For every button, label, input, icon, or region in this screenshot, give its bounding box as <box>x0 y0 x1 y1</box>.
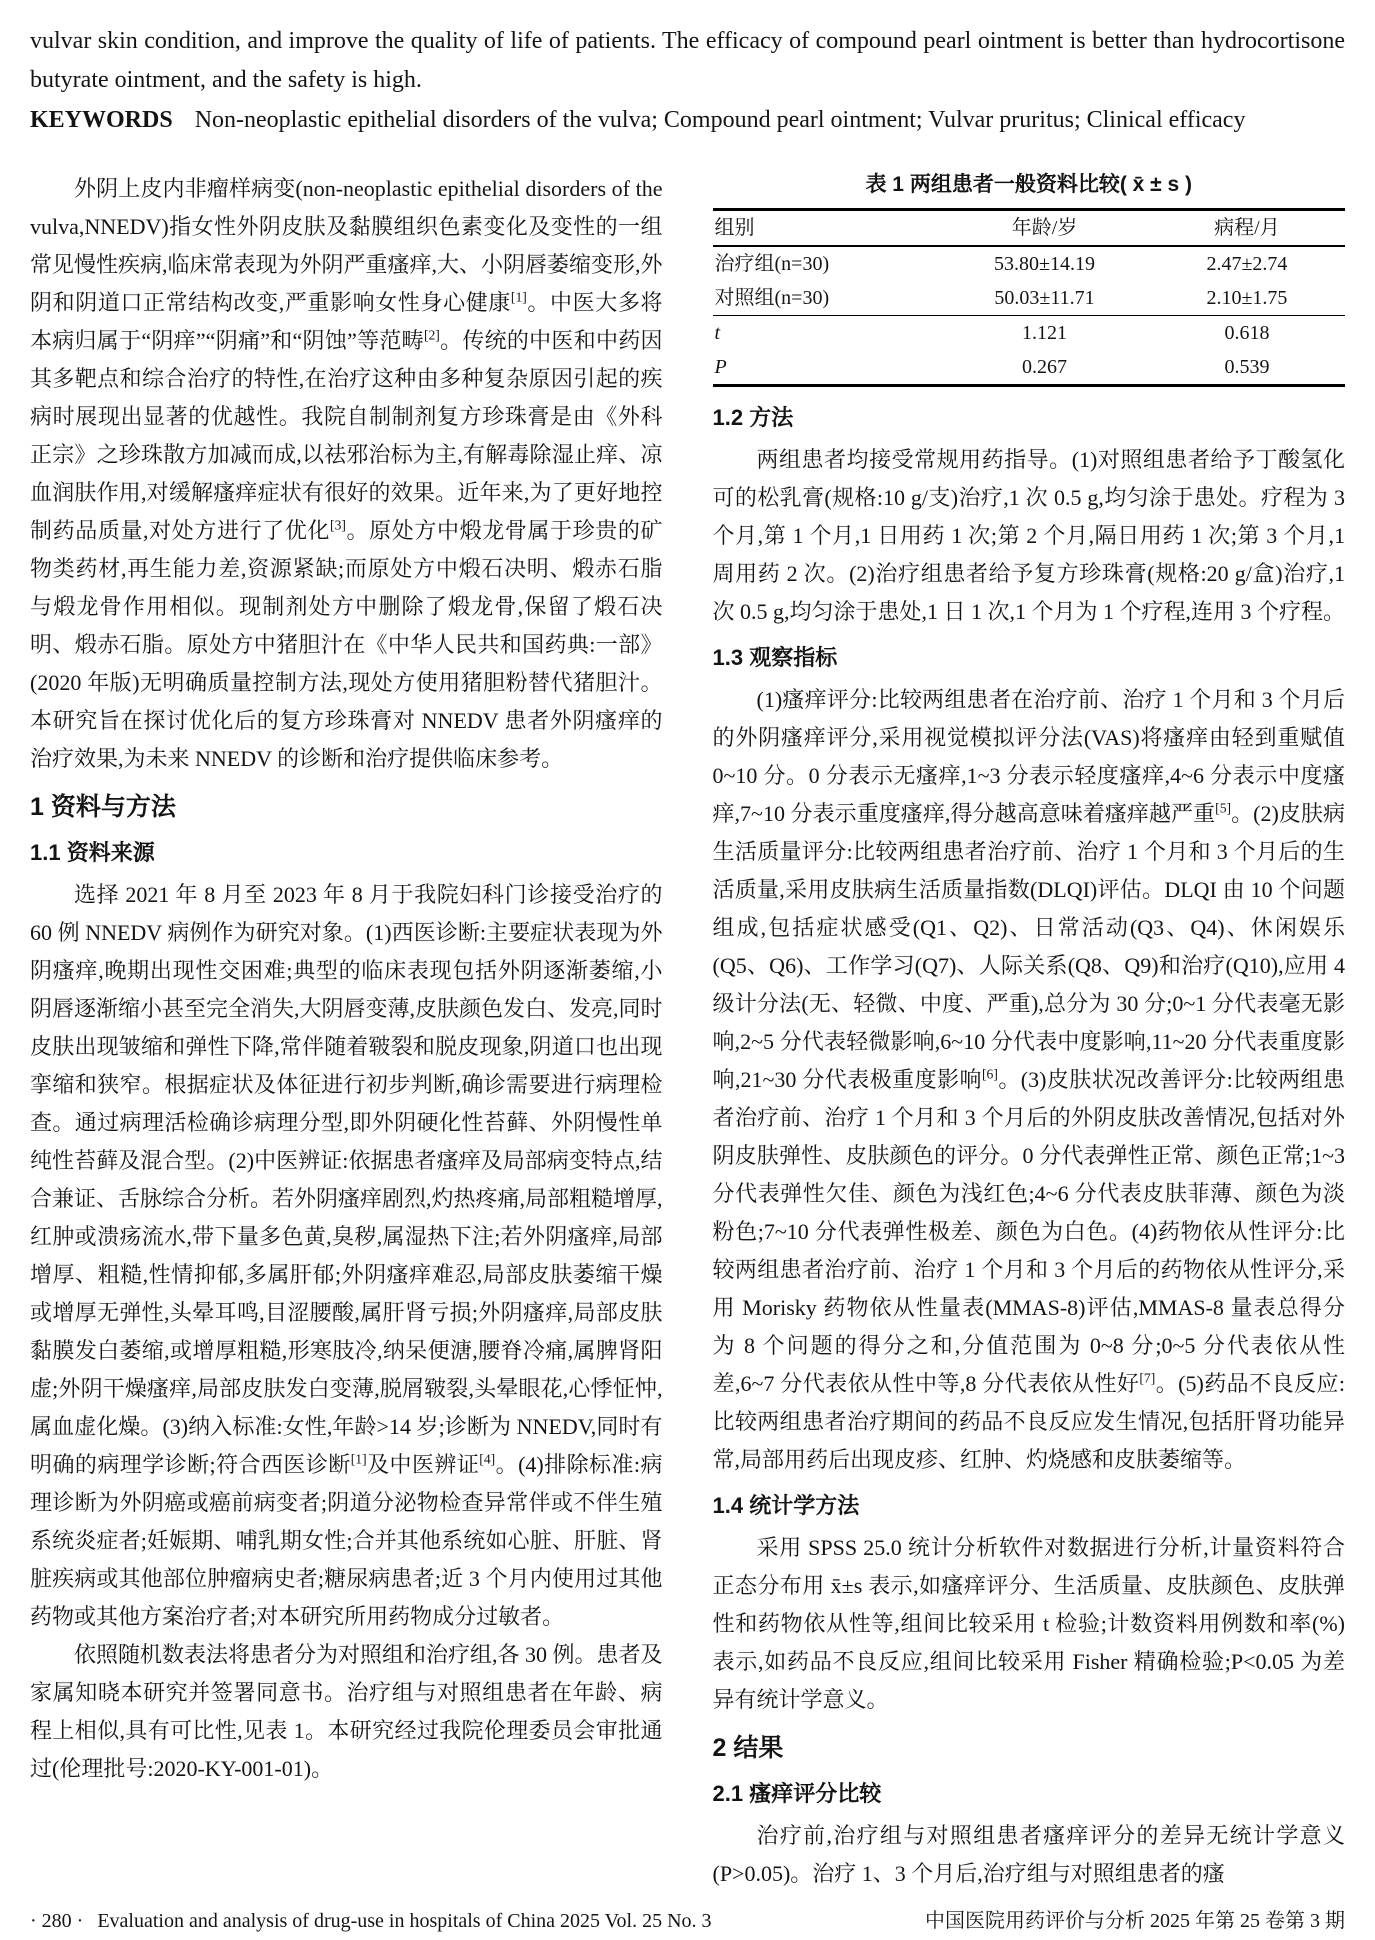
english-abstract-tail: vulvar skin condition, and improve the quality of life of patients. The efficacy of compound pearl ointment is better than hydrocortisone butyrate ointment, and the safety is high. <box>30 28 1345 93</box>
table1-block <box>713 170 1346 387</box>
table-row-stat <box>713 350 1346 386</box>
table-cell: 1.121 <box>1022 322 1068 344</box>
footer-left <box>30 1907 712 1935</box>
subsection-heading: 1.3 观察指标 <box>712 645 838 670</box>
table1 <box>713 208 1346 387</box>
paragraph: 两组患者均接受常规用药指导。(1)对照组患者给予丁酸氢化可的松乳膏(规格:10 g/支)治疗,1 次 0.5 g,均匀涂于患处。疗程为 3 个月,第 1 个月,1 日用药 1 次;第 2 个月,隔日用药 1 次;第 3 个月,1 周用药 2 次。(2)治疗组患者给予复方珍珠膏(规格:20 g/盒)治疗,1 次 0.5 g,均匀涂于患处,1 日 1 次,1 个月为 1 个疗程,连用 3 个疗程。 <box>712 447 1346 624</box>
two-column-body <box>30 170 1345 1893</box>
section-heading: 1 资料与方法 <box>30 793 176 821</box>
subsection-heading: 1.2 方法 <box>712 405 794 430</box>
page-number: · 280 · <box>30 1910 84 1932</box>
table-row-data <box>713 246 1346 281</box>
table-row-data <box>713 281 1346 316</box>
table-cell: 组别 <box>713 210 941 247</box>
table-cell: P <box>714 356 727 378</box>
footer-journal-cn: 中国医院用药评价与分析 2025 年第 25 卷第 3 期 <box>925 1910 1345 1932</box>
right-column <box>713 170 1346 1893</box>
paragraph: 治疗前,治疗组与对照组患者瘙痒评分的差异无统计学意义(P>0.05)。治疗 1、3 个月后,治疗组与对照组患者的瘙 <box>712 1823 1345 1886</box>
paragraph: 采用 SPSS 25.0 统计分析软件对数据进行分析,计量资料符合正态分布用 x̄±s 表示,如瘙痒评分、生活质量、皮肤颜色、皮肤弹性和药物依从性等,组间比较采用 t 检验;计数资料用例数和率(%)表示,如药品不良反应,组间比较采用 Fisher 精确检验;P<0.05 为差异有统计学意义。 <box>712 1535 1345 1712</box>
subsection-heading: 1.4 统计学方法 <box>712 1493 860 1518</box>
subsection-heading: 2.1 瘙痒评分比较 <box>712 1781 882 1806</box>
footer-journal-en: Evaluation and analysis of drug-use in hospitals of China 2025 Vol. 25 No. 3 <box>97 1910 712 1932</box>
table-cell: 年龄/岁 <box>940 210 1149 247</box>
table-cell: 2.47±2.74 <box>1206 253 1288 275</box>
table-cell: 53.80±14.19 <box>994 253 1096 275</box>
table1-title: 表 1 两组患者一般资料比较( x̄ ± s ) <box>865 173 1193 196</box>
keywords-text: Non-neoplastic epithelial disorders of the vulva; Compound pearl ointment; Vulvar pruritus; Clinical efficacy <box>194 107 1246 133</box>
table-cell: 0.539 <box>1224 356 1270 378</box>
table-cell: 病程/月 <box>1149 210 1345 247</box>
table-row-header <box>713 210 1346 247</box>
table-cell: 2.10±1.75 <box>1149 281 1345 316</box>
paragraph: 选择 2021 年 8 月至 2023 年 8 月于我院妇科门诊接受治疗的 60 例 NNEDV 病例作为研究对象。(1)西医诊断:主要症状表现为外阴瘙痒,晚期出现性交困难;典型的临床表现包括外阴逐渐萎缩,小阴唇逐渐缩小甚至完全消失,大阴唇变薄,皮肤颜色发白、发亮,同时皮肤出现皱缩和弹性下降,常伴随着皲裂和脱皮现象,阴道口也出现挛缩和狭窄。根据症状及体征进行初步判断,确诊需要进行病理检查。通过病理活检确诊病理分型,即外阴硬化性苔藓、外阴慢性单纯性苔藓及混合型。(2)中医辨证:依据患者瘙痒及局部病变特点,结合兼证、舌脉综合分析。若外阴瘙痒剧烈,灼热疼痛,局部粗糙增厚,红肿或溃疡流水,带下量多色黄,臭秽,属湿热下注;若外阴瘙痒,局部增厚、粗糙,性情抑郁,多属肝郁;外阴瘙痒难忍,局部皮肤萎缩干燥或增厚无弹性,头晕耳鸣,目涩腰酸,属肝肾亏损;外阴瘙痒,局部皮肤黏膜发白萎缩,或增厚粗糙,形寒肢冷,纳呆便溏,腰脊冷痛,属脾肾阳虚;外阴干燥瘙痒,局部皮肤发白变薄,脱屑皲裂,头晕眼花,心悸怔忡,属血虚化燥。(3)纳入标准:女性,年龄>14 岁;诊断为 NNEDV,同时有明确的病理学诊断;符合西医诊断[1]及中医辨证[4]。(4)排除标准:病理诊断为外阴癌或癌前病变者;阴道分泌物检查异常伴或不伴生殖系统炎症者;妊娠期、哺乳期女性;合并其他系统如心脏、肝脏、肾脏疾病或其他部位肿瘤病史者;糖尿病患者;近 3 个月内使用过其他药物或其他方案治疗者;对本研究所用药物成分过敏者。 <box>30 882 663 1629</box>
page-footer <box>30 1893 1345 1935</box>
section-heading: 2 结果 <box>712 1734 784 1762</box>
keywords-label: KEYWORDS <box>30 107 173 133</box>
keywords-line <box>30 101 1345 140</box>
table-cell: 0.267 <box>1022 356 1068 378</box>
paragraph: 外阴上皮内非瘤样病变(non-neoplastic epithelial disorders of the vulva,NNEDV)指女性外阴皮肤及黏膜组织色素变化及变性的一组常见慢性疾病,临床常表现为外阴严重瘙痒,大、小阴唇萎缩变形,外阴和阴道口正常结构改变,严重影响女性身心健康[1]。中医大多将本病归属于“阴痒”“阴痛”和“阴蚀”等范畴[2]。传统的中医和中药因其多靶点和综合治疗的特性,在治疗这种由多种复杂原因引起的疾病时展现出显著的优越性。我院自制制剂复方珍珠膏是由《外科正宗》之珍珠散方加减而成,以祛邪治标为主,有解毒除湿止痒、凉血润肤作用,对缓解瘙痒症状有很好的效果。近年来,为了更好地控制药品质量,对处方进行了优化[3]。原处方中煅龙骨属于珍贵的矿物类药材,再生能力差,资源紧缺;而原处方中煅石决明、煅赤石脂与煅龙骨作用相似。现制剂处方中删除了煅龙骨,保留了煅石决明、煅赤石脂。原处方中猪胆汁在《中华人民共和国药典:一部》(2020 年版)无明确质量控制方法,现处方使用猪胆粉替代猪胆汁。本研究旨在探讨优化后的复方珍珠膏对 NNEDV 患者外阴瘙痒的治疗效果,为未来 NNEDV 的诊断和治疗提供临床参考。 <box>30 176 663 771</box>
table-cell: 0.618 <box>1224 322 1270 344</box>
right-column-text <box>713 399 1346 1893</box>
table-row-stat <box>713 316 1346 351</box>
table-cell: 50.03±11.71 <box>940 281 1149 316</box>
table-cell: 治疗组(n=30) <box>714 253 830 275</box>
subsection-heading: 1.1 资料来源 <box>30 840 155 865</box>
table-cell: t <box>714 322 721 344</box>
table-cell: 对照组(n=30) <box>713 281 941 316</box>
paragraph: (1)瘙痒评分:比较两组患者在治疗前、治疗 1 个月和 3 个月后的外阴瘙痒评分,采用视觉模拟评分法(VAS)将瘙痒由轻到重赋值 0~10 分。0 分表示无瘙痒,1~3 分表示轻度瘙痒,4~6 分表示中度瘙痒,7~10 分表示重度瘙痒,得分越高意味着瘙痒越严重[5]。(2)皮肤病生活质量评分:比较两组患者治疗前、治疗 1 个月和 3 个月后的生活质量,采用皮肤病生活质量指数(DLQI)评估。DLQI 由 10 个问题组成,包括症状感受(Q1、Q2)、日常活动(Q3、Q4)、休闲娱乐(Q5、Q6)、工作学习(Q7)、人际关系(Q8、Q9)和治疗(Q10),应用 4 级计分法(无、轻微、中度、严重),总分为 30 分;0~1 分代表毫无影响,2~5 分代表轻微影响,6~10 分代表中度影响,11~20 分代表重度影响,21~30 分代表极重度影响[6]。(3)皮肤状况改善评分:比较两组患者治疗前、治疗 1 个月和 3 个月后的外阴皮肤改善情况,包括对外阴皮肤弹性、皮肤颜色的评分。0 分代表弹性正常、颜色正常;1~3 分代表弹性欠佳、颜色为浅红色;4~6 分代表皮肤菲薄、颜色为淡粉色;7~10 分代表弹性极差、颜色为白色。(4)药物依从性评分:比较两组患者治疗前、治疗 1 个月和 3 个月后的药物依从性评分,采用 Morisky 药物依从性量表(MMAS-8)评估,MMAS-8 量表总得分为 8 个问题的得分之和,分值范围为 0~8 分;0~5 分代表依从性差,6~7 分代表依从性中等,8 分代表依从性好[7]。(5)药品不良反应:比较两组患者治疗期间的药品不良反应发生情况,包括肝肾功能异常,局部用药后出现皮疹、红肿、灼烧感和皮肤萎缩等。 <box>712 687 1346 1472</box>
left-column <box>30 170 663 1788</box>
paragraph: 依照随机数表法将患者分为对照组和治疗组,各 30 例。患者及家属知晓本研究并签署同意书。治疗组与对照组患者在年龄、病程上相似,具有可比性,见表 1。本研究经过我院伦理委员会审批通过(伦理批号:2020-KY-001-01)。 <box>30 1642 663 1781</box>
